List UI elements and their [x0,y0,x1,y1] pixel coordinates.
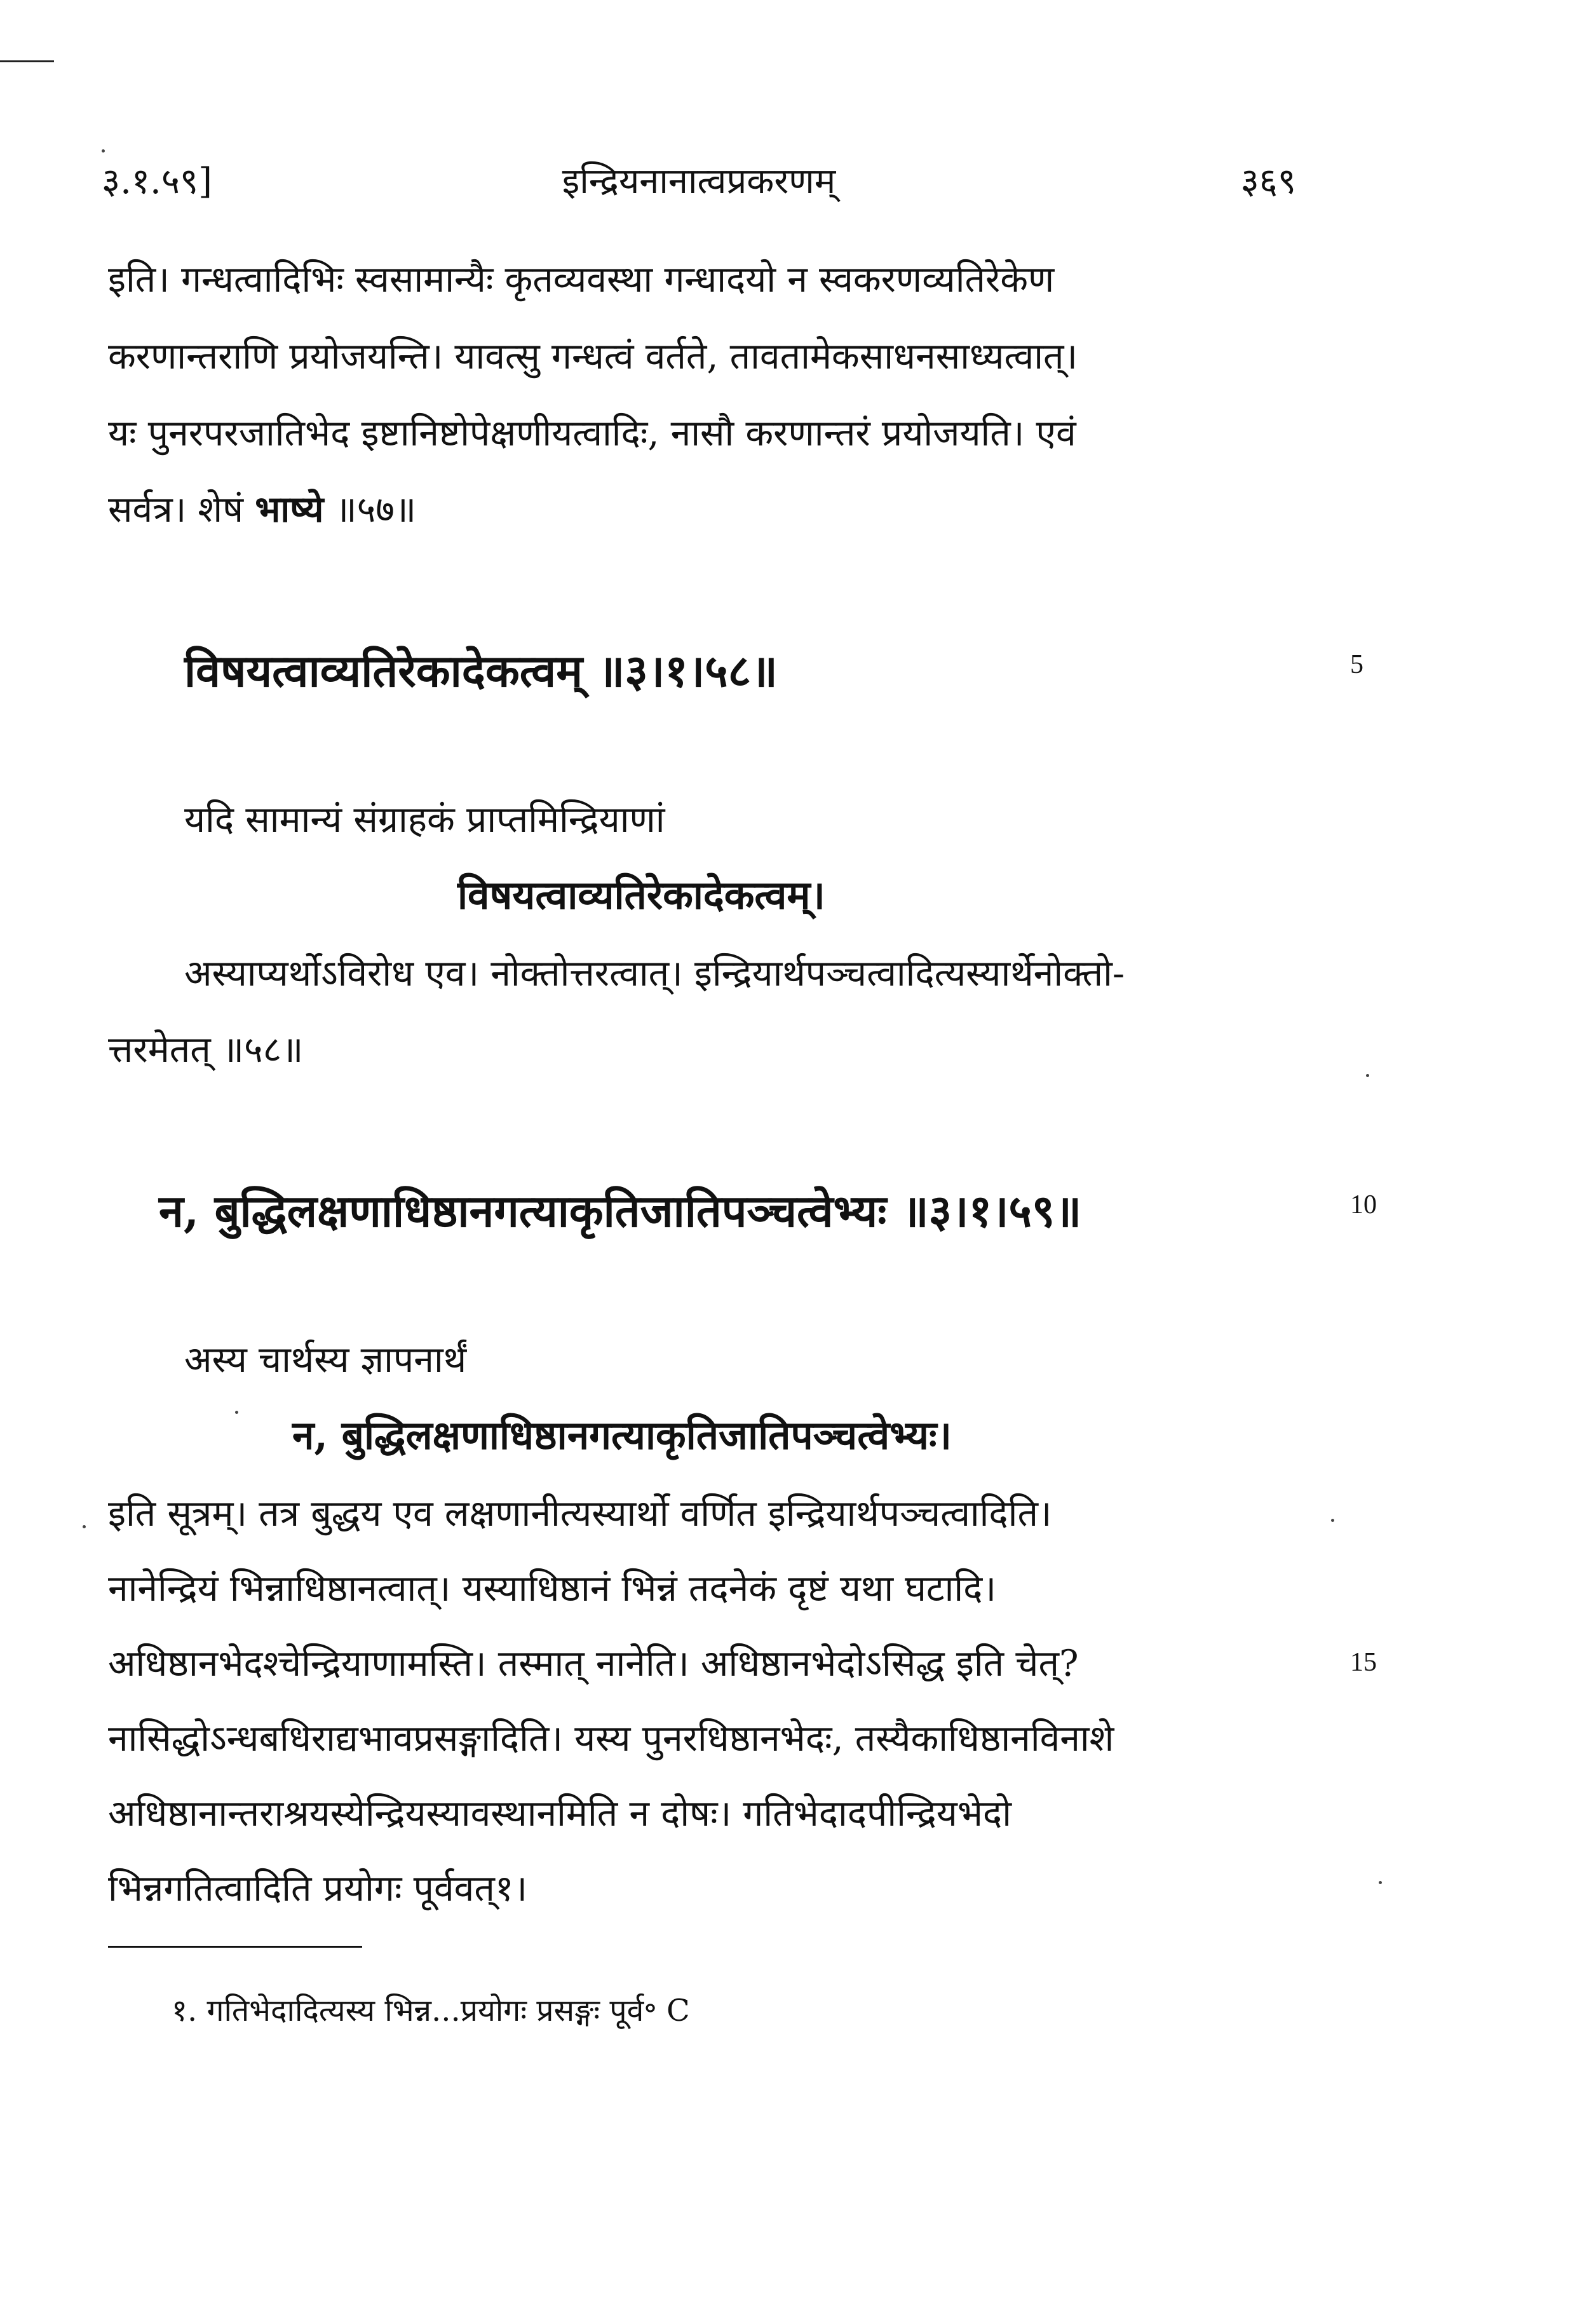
scan-speck [235,1411,238,1414]
sutra-quote: न, बुद्धिलक्षणाधिष्ठानगत्याकृतिजातिपञ्चत्वेभ्यः। [292,1412,952,1458]
text-line: अधिष्ठानभेदश्चेन्द्रियाणामस्ति। तस्मात् नानेति। अधिष्ठानभेदोऽसिद्ध इति चेत्? [108,1643,1079,1685]
footnote: १. गतिभेदादित्यस्य भिन्न...प्रयोगः प्रसङ्गः पूर्व॰ C [172,1993,690,2028]
footnote-rule [108,1946,362,1948]
margin-line-number: 15 [1350,1648,1377,1677]
text-line: करणान्तराणि प्रयोजयन्ति। यावत्सु गन्धत्वं वर्तते, तावतामेकसाधनसाध्यत्वात्। [108,336,1078,377]
scan-speck [1366,1074,1369,1077]
text-line: यः पुनरपरजातिभेद इष्टानिष्टोपेक्षणीयत्वादिः, नासौ करणान्तरं प्रयोजयति। एवं [108,412,1076,454]
corner-rule [0,60,54,62]
running-head [102,156,1296,207]
commentary-intro: यदि सामान्यं संग्राहकं प्राप्तमिन्द्रियाणां [184,799,665,841]
text-line-last [108,483,1290,540]
header-section-ref: ३.१.५९] [102,161,212,202]
margin-line-number: 5 [1350,650,1363,679]
header-chapter-title: इन्द्रियनानात्वप्रकरणम् [562,161,836,202]
bold-reference: भाष्ये [255,488,324,531]
margin-line-number: 10 [1350,1190,1377,1219]
text-line: अधिष्ठानान्तराश्रयस्येन्द्रियस्यावस्थानमिति न दोषः। गतिभेदादपीन्द्रियभेदो [108,1793,1011,1835]
sutra-quote: विषयत्वाव्यतिरेकादेकत्वम्। [457,872,825,918]
text-line: इति सूत्रम्। तत्र बुद्धय एव लक्षणानीत्यस्यार्थो वर्णित इन्द्रियार्थपञ्चत्वादिति। [108,1493,1052,1535]
text-line: नानेन्द्रियं भिन्नाधिष्ठानत्वात्। यस्याधिष्ठानं भिन्नं तदनेकं दृष्टं यथा घटादि। [108,1568,997,1610]
text-line: अस्याप्यर्थोऽविरोध एव। नोक्तोत्तरत्वात्। इन्द्रियार्थपञ्चत्वादित्यस्यार्थेनोक्तो- [184,953,1125,995]
commentary-intro: अस्य चार्थस्य ज्ञापनार्थं [184,1339,467,1381]
sutra-heading: न, बुद्धिलक्षणाधिष्ठानगत्याकृतिजातिपञ्चत्वेभ्यः ॥३।१।५९॥ [159,1185,1082,1237]
text-line: इति। गन्धत्वादिभिः स्वसामान्यैः कृतव्यवस्था गन्धादयो न स्वकरणव्यतिरेकेण [108,259,1055,301]
header-page-number: ३६९ [1240,161,1296,202]
text-line: भिन्नगतित्वादिति प्रयोगः पूर्ववत्१। [108,1868,528,1910]
text-fragment: सर्वत्र। शेषं [108,489,244,531]
text-line: त्तरमेतत् ॥५८॥ [108,1029,304,1071]
verse-number: ॥५७॥ [335,489,417,531]
scan-speck [102,149,105,153]
text-line: नासिद्धोऽन्धबधिराद्यभावप्रसङ्गादिति। यस्य पुनरधिष्ठानभेदः, तस्यैकाधिष्ठानविनाशे [108,1718,1114,1760]
scan-speck [83,1525,86,1528]
scan-speck [1379,1881,1382,1884]
scan-speck [1331,1519,1334,1522]
sutra-heading: विषयत्वाव्यतिरेकादेकत्वम् ॥३।१।५८॥ [184,644,778,697]
